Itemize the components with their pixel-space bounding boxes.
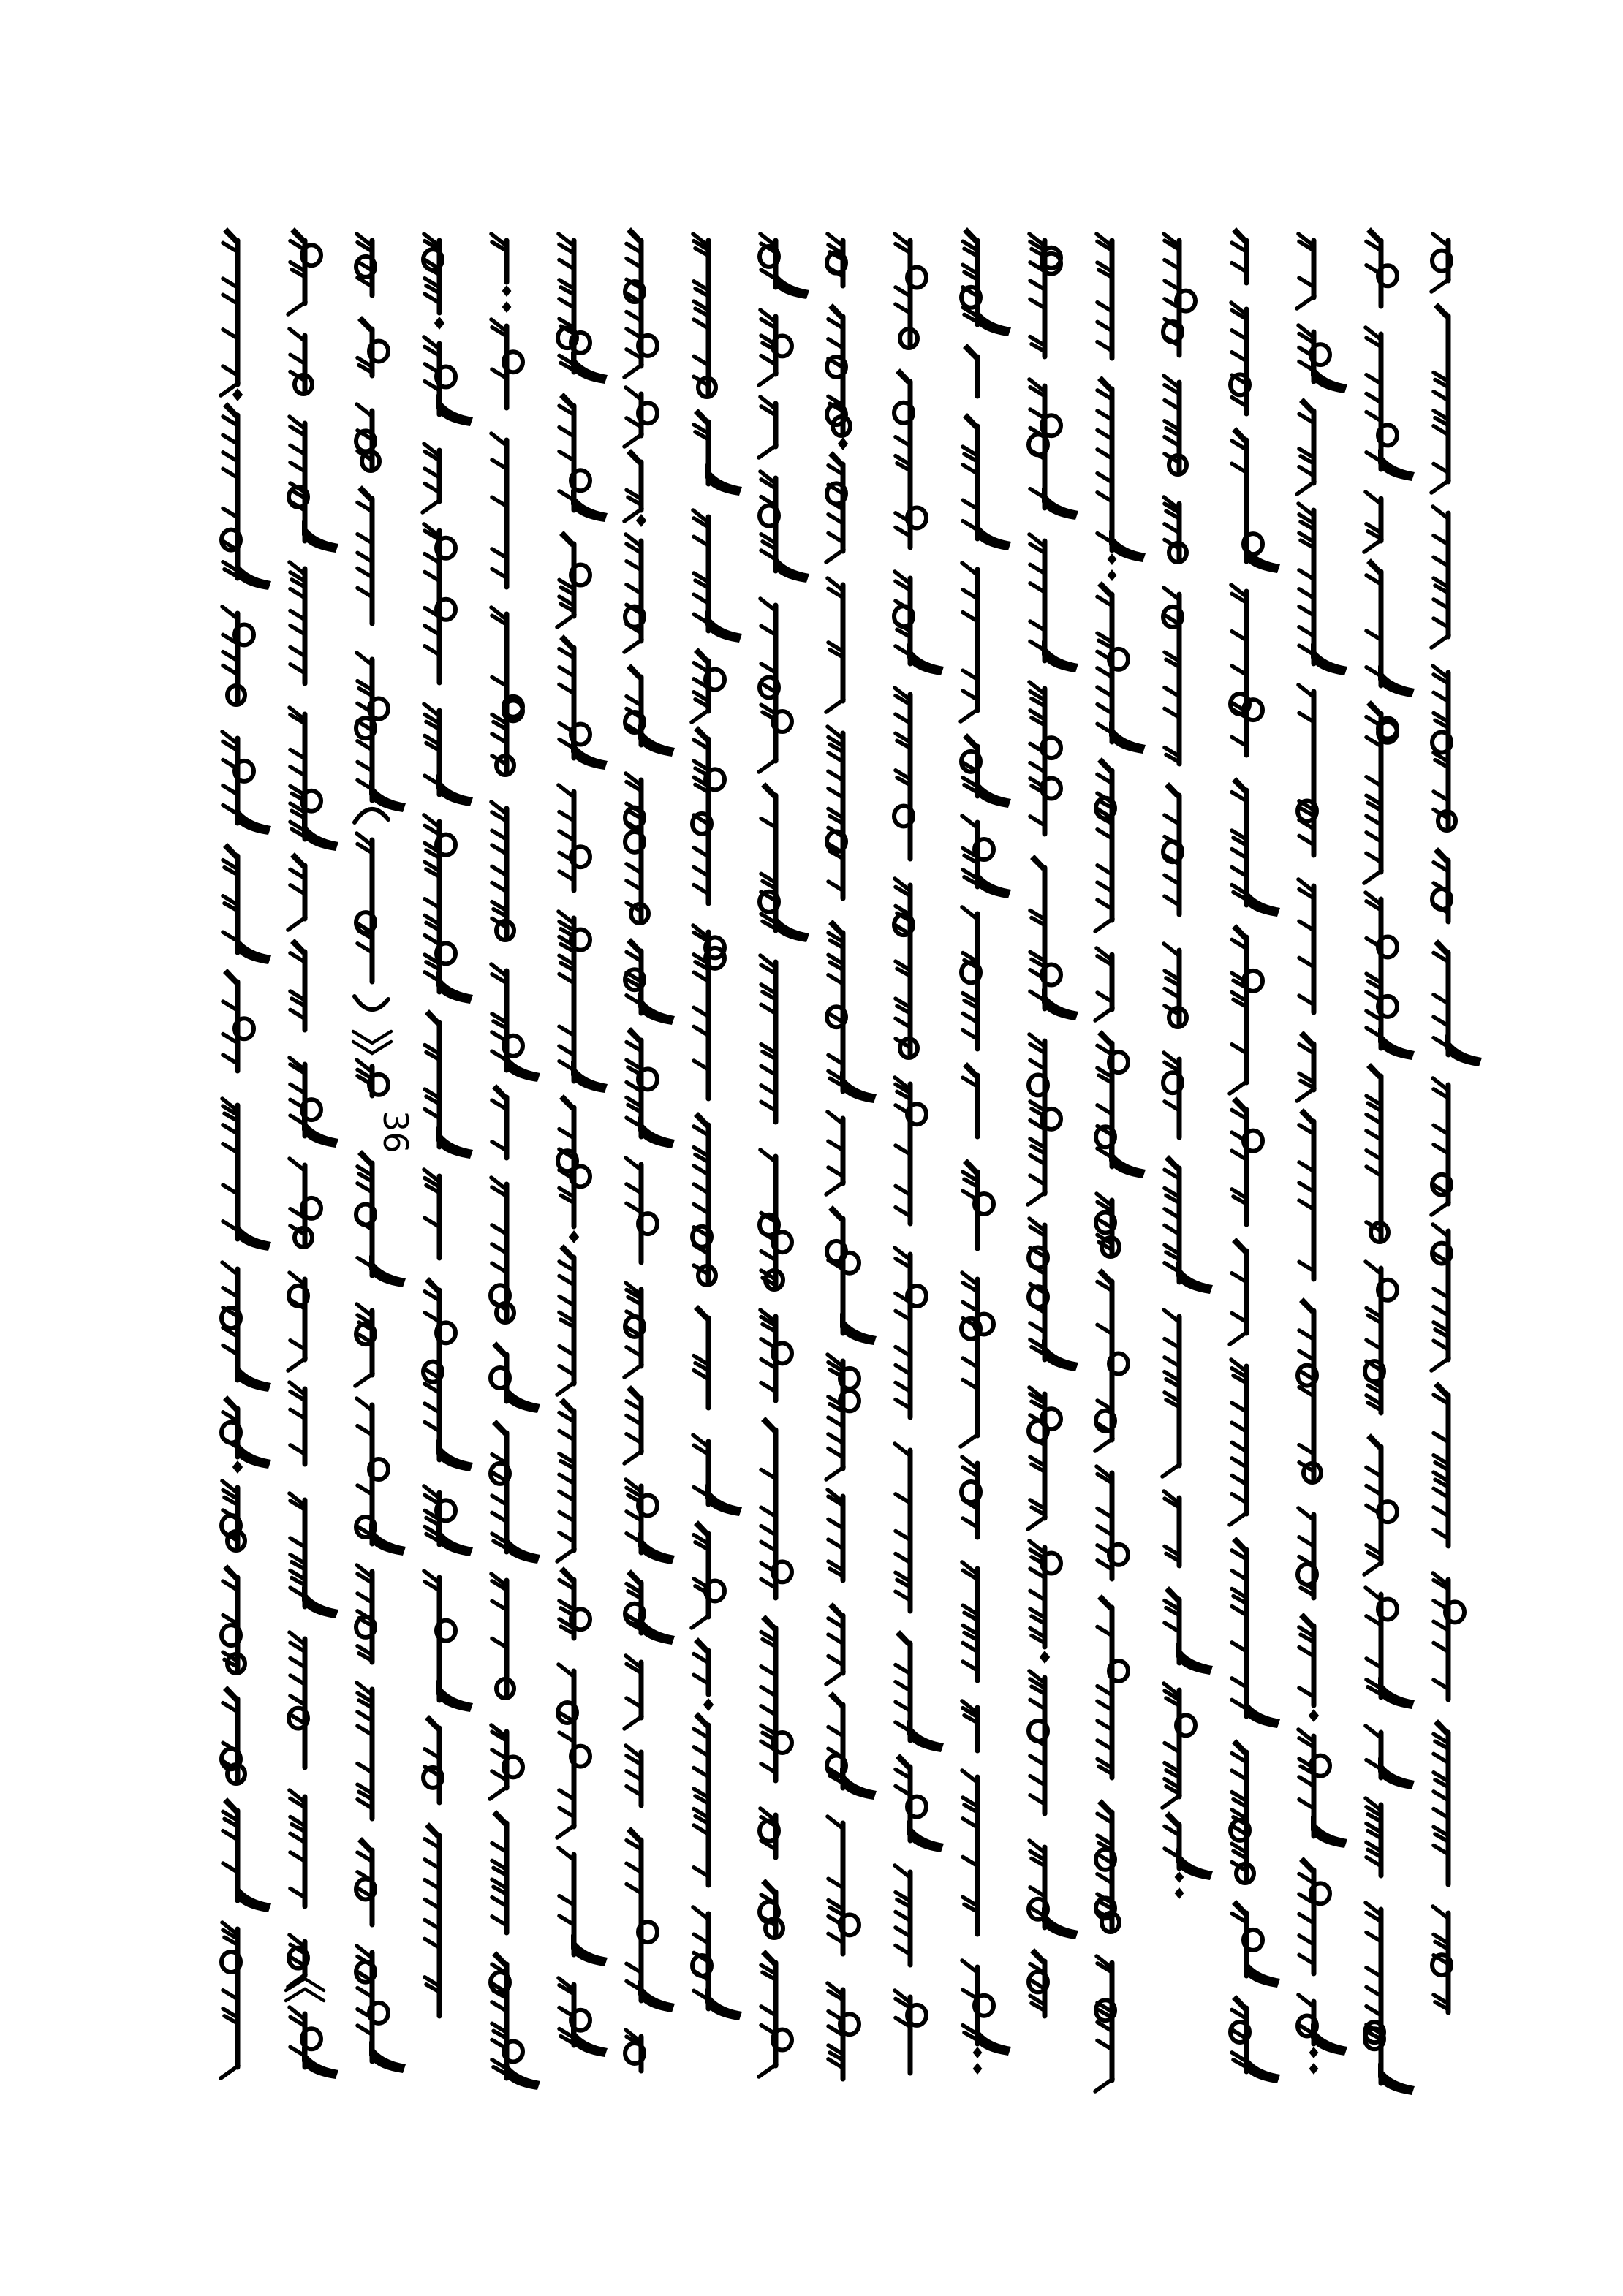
citation-page-number: 36 (376, 1110, 415, 1153)
script-teeth-strokes (221, 234, 1449, 2091)
script-word-stems (238, 240, 1448, 2083)
script-tails-and-punctuation-dots (223, 227, 1482, 2095)
guillemet-quote-marks (286, 1031, 391, 2001)
